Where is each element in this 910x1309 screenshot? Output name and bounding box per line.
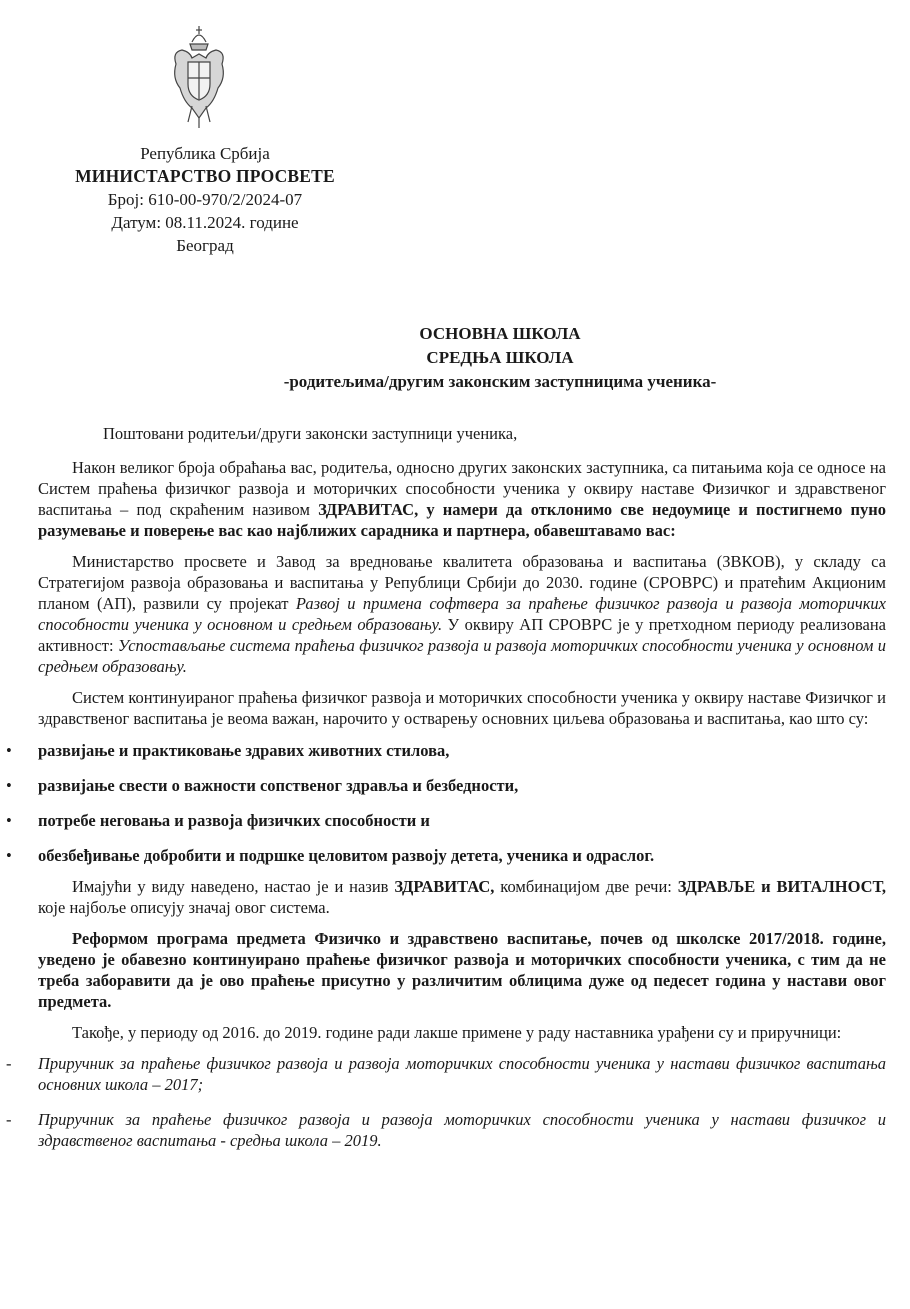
name-words: ЗДРАВЉЕ и ВИТАЛНОСТ,: [677, 877, 887, 896]
city: Београд: [176, 236, 234, 255]
name-zdravitas: ЗДРАВИТАС,: [394, 877, 495, 896]
list-item: [6, 810, 886, 831]
list-item: [6, 1109, 886, 1151]
recipient-parents: -родитељима/другим законским заступницима ученика-: [283, 372, 717, 391]
activity-title: Успостављање система праћења физичког развоја и развоја моторичких способности ученика у основном и средњем образовању.: [38, 636, 886, 676]
goals-list: [6, 740, 886, 866]
dash-icon: -: [6, 1110, 12, 1129]
bullet-icon: •: [6, 846, 12, 865]
project-title: Развој и примена софтвера за праћење физичког развоја и развоја моторичких способности ученика у основном и средњем образовању.: [38, 594, 886, 634]
name-origin-text: Имајући у виду наведено, настао је и назив: [72, 877, 395, 896]
recipient-primary-school: ОСНОВНА ШКОЛА: [419, 324, 581, 343]
dash-icon: -: [6, 1054, 12, 1073]
goal-text: обезбеђивање добробити и подршке целовитом развоју детета, ученика и одраслог.: [38, 846, 655, 865]
coat-of-arms-icon: [170, 22, 228, 132]
reference-number: Број: 610-00-970/2/2024-07: [107, 190, 303, 209]
manual-title: Приручник за праћење физичког развоја и развоја моторичких способности ученика у настави физичког васпитања основних школа – 2017;: [38, 1054, 886, 1094]
letter-header: [40, 142, 370, 257]
paragraph-intro: [38, 457, 886, 541]
paragraph-manuals: Такође, у периоду од 2016. до 2019. године ради лакше примене у раду наставника урађени су и приручници:: [72, 1023, 842, 1042]
paragraph-project-text: Министарство просвете и Завод за вредновање квалитета образовања и васпитања (ЗВКОВ), у складу са Стратегијом развоја образовања и васпитања у Републици Србији до 2030. године (СРОВРС) и пратећим Акционим планом (АП), развили су пројекат: [38, 552, 886, 613]
list-item: [6, 775, 886, 796]
paragraph-name-origin: [38, 876, 886, 918]
name-origin-text-3: које најбоље описују значај овог система.: [38, 898, 330, 917]
bullet-icon: •: [6, 811, 12, 830]
goal-text: потребе неговања и развоја физичких способности и: [38, 811, 430, 830]
bullet-icon: •: [6, 741, 12, 760]
list-item: [6, 1053, 886, 1095]
list-item: [6, 845, 886, 866]
recipient-secondary-school: СРЕДЊА ШКОЛА: [426, 348, 574, 367]
letter-body: [6, 423, 887, 1165]
paragraph-intro-bold: ЗДРАВИТАС, у намери да отклонимо све недоумице и постигнемо пуно разумевање и поверење вас као најближих сарадника и партнера, обавештавамо вас:: [38, 500, 886, 540]
goal-text: развијање и практиковање здравих животних стилова,: [38, 741, 450, 760]
document-date: Датум: 08.11.2024. године: [111, 213, 299, 232]
paragraph-reform: Реформом програма предмета Физичко и здравствено васпитање, почев од школске 2017/2018. године, уведено је обавезно континуирано праћење физичког развоја и моторичких способности ученика, с тим да не треба заборавити да је ово праћење присутно у различитим облицима дуже од педесет година у настави овог предмета.: [38, 929, 886, 1011]
greeting: Поштовани родитељи/други законски заступници ученика,: [103, 424, 518, 443]
recipients-block: [200, 322, 800, 394]
ministry-name: МИНИСТАРСТВО ПРОСВЕТЕ: [75, 166, 335, 186]
manual-title: Приручник за праћење физичког развоја и развоја моторичких способности ученика у настави физичког и здравственог васпитања - средња школа – 2019.: [38, 1110, 886, 1150]
name-origin-text-2: комбинацијом две речи:: [494, 877, 678, 896]
paragraph-project-text-2: У оквиру АП СРОВРС је у претходном периоду реализована активност:: [38, 615, 886, 655]
paragraph-intro-text: Након великог броја обраћања вас, родитеља, односно других законских заступника, са питањима која се односе на Систем праћења физичког развоја и моторичких способности ученика у оквиру наставе Физичког и здравственог васпитања – под скраћеним називом: [38, 458, 886, 519]
republic-name: Република Србија: [140, 144, 270, 163]
manuals-list: [6, 1053, 886, 1151]
list-item: [6, 740, 886, 761]
paragraph-project: [38, 551, 886, 677]
bullet-icon: •: [6, 776, 12, 795]
goal-text: развијање свести о важности сопственог здравља и безбедности,: [38, 776, 519, 795]
paragraph-system: Систем континуираног праћења физичког развоја и моторичких способности ученика у оквиру наставе Физичког и здравственог васпитања је веома важан, нарочито у остварењу основних циљева образовања и васпитања, као што су:: [38, 688, 886, 728]
